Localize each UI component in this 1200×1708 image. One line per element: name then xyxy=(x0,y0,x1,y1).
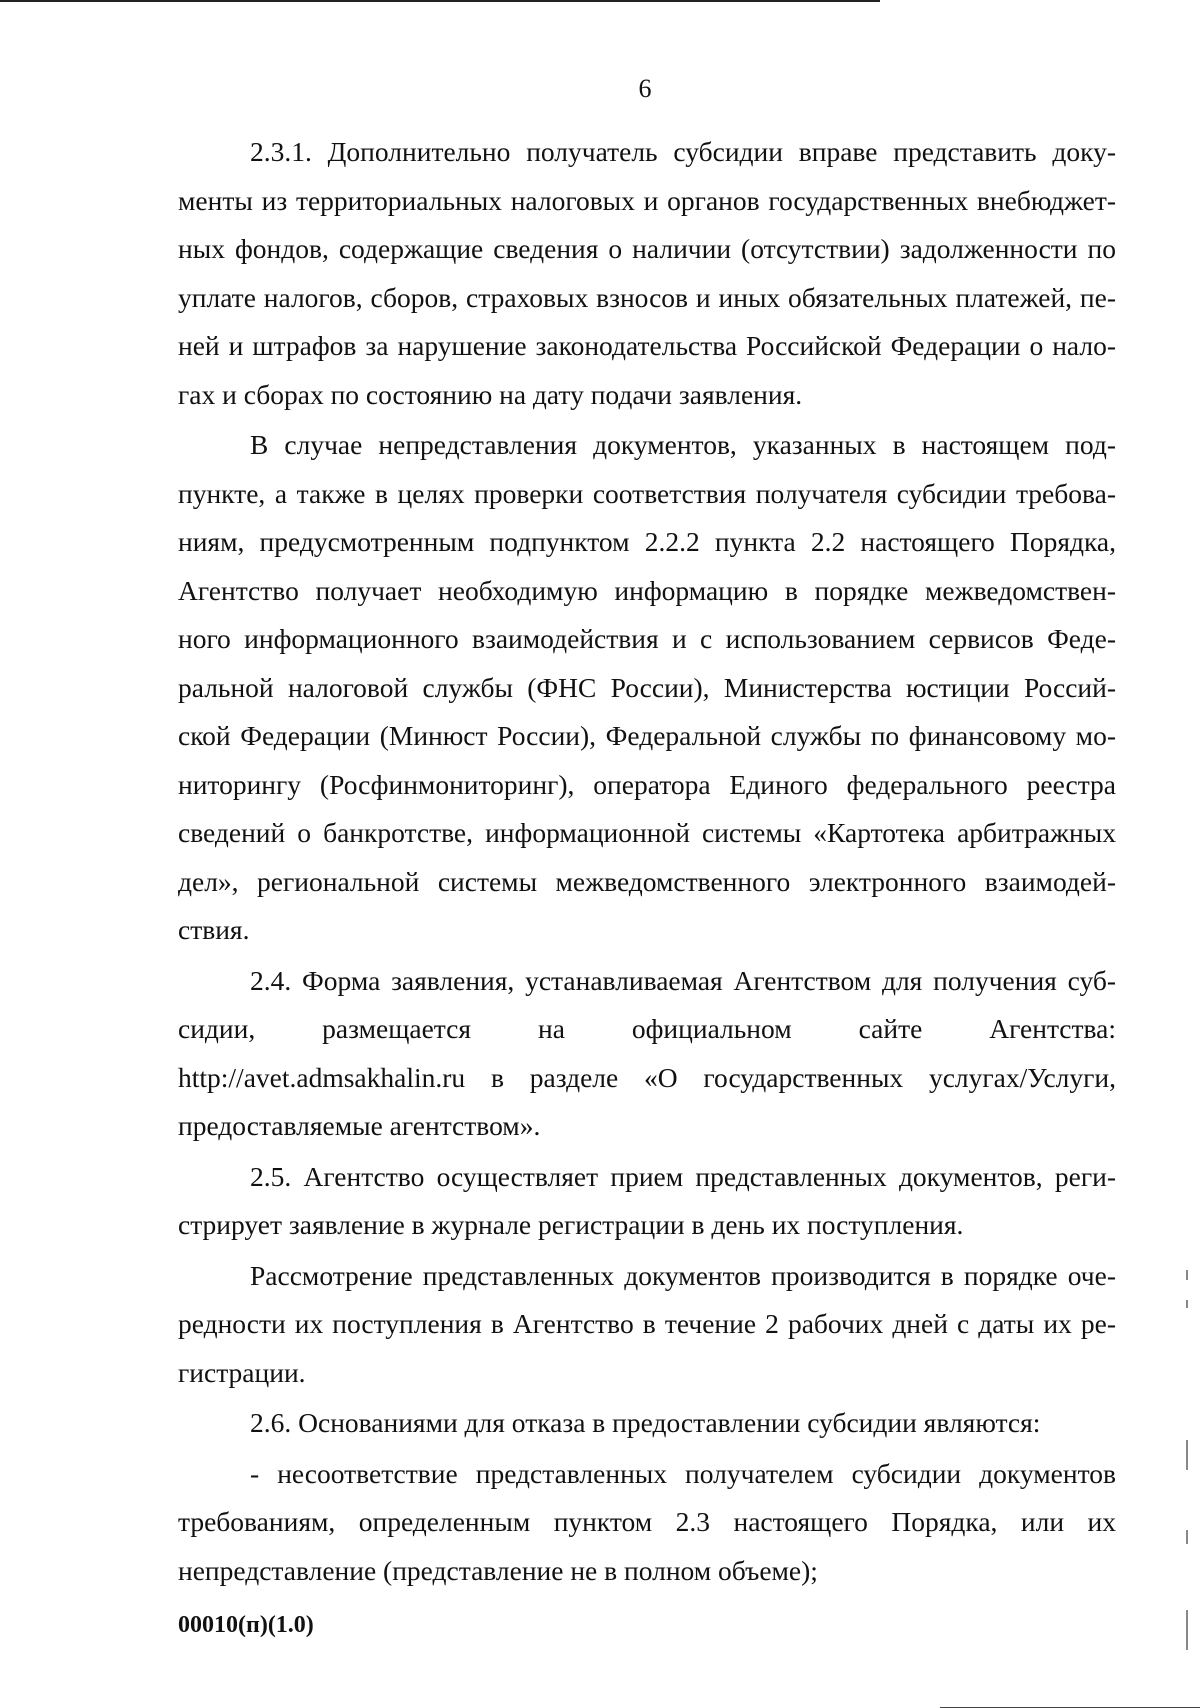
page-number: 6 xyxy=(638,74,652,103)
paragraph-line: 2.3.1. Дополнительно получатель субсидии вправе представить доку- xyxy=(250,136,1116,167)
paragraph-line: ного информационного взаимодействия и с использованием сервисов Феде- xyxy=(178,623,1116,654)
paragraph-line: требованиям, определенным пунктом 2.3 настоящего Порядка, или их xyxy=(178,1506,1116,1537)
paragraph-line: сведений о банкротстве, информационной системы «Картотека арбитражных xyxy=(178,817,1116,848)
paragraph xyxy=(178,1252,1116,1398)
scan-artifact xyxy=(1186,1270,1188,1280)
paragraph-line: ней и штрафов за нарушение законодательства Российской Федерации о нало- xyxy=(178,330,1116,361)
paragraph-line: Агентство получает необходимую информацию в порядке межведомствен- xyxy=(178,574,1116,606)
paragraph-line: ствия. xyxy=(178,914,250,945)
scan-artifact xyxy=(1186,1440,1188,1470)
scan-artifact xyxy=(1186,1530,1188,1544)
paragraph-line: непредставление (представление не в полном объеме); xyxy=(178,1554,818,1586)
paragraph-line: редности их поступления в Агентство в течение 2 рабочих дней с даты их ре- xyxy=(178,1308,1116,1339)
paragraph-line: http://avet.admsakhalin.ru в разделе «О государственных услугах/Услуги, xyxy=(178,1061,1116,1093)
paragraph-line: предоставляемые агентством». xyxy=(178,1110,541,1141)
paragraph-line: гах и сборах по состоянию на дату подачи заявления. xyxy=(178,378,803,410)
paragraph xyxy=(178,957,1116,1151)
document-body xyxy=(178,128,1116,1597)
paragraph xyxy=(178,1399,1116,1448)
paragraph-line: 2.5. Агентство осуществляет прием представленных документов, реги- xyxy=(250,1160,1116,1192)
paragraph-line: ниям, предусмотренным подпунктом 2.2.2 пункта 2.2 настоящего Порядка, xyxy=(178,526,1116,557)
paragraph-line: ных фондов, содержащие сведения о наличии (отсутствии) задолженности по xyxy=(178,233,1116,264)
paragraph-line: ской Федерации (Минюст России), Федеральной службы по финансовому мо- xyxy=(178,720,1116,751)
paragraph-line: 2.6. Основаниями для отказа в предоставлении субсидии являются: xyxy=(250,1407,1041,1438)
paragraph-line: стрирует заявление в журнале регистрации в день их поступления. xyxy=(178,1209,964,1240)
scan-artifact xyxy=(1186,1300,1188,1308)
paragraph-line: пункте, а также в целях проверки соответствия получателя субсидии требова- xyxy=(178,477,1116,509)
paragraph-line: 2.4. Форма заявления, устанавливаемая Агентством для получения суб- xyxy=(250,964,1116,996)
paragraph-line: Рассмотрение представленных документов производится в порядке оче- xyxy=(250,1259,1116,1291)
paragraph-line: менты из территориальных налоговых и органов государственных внебюджет- xyxy=(178,184,1116,216)
paragraph-line: уплате налогов, сборов, страховых взносов и иных обязательных платежей, пе- xyxy=(178,281,1116,313)
paragraph-line: В случае непредставления документов, указанных в настоящем под- xyxy=(250,429,1116,460)
paragraph xyxy=(178,1450,1116,1596)
paragraph-line: - несоответствие представленных получателем субсидии документов xyxy=(250,1457,1116,1489)
paragraph-line: ральной налоговой службы (ФНС России), Министерства юстиции Россий- xyxy=(178,671,1116,703)
paragraph xyxy=(178,1153,1116,1250)
scan-artifact xyxy=(1186,1610,1188,1650)
scan-edge-line xyxy=(0,0,880,2)
document-code: 00010(п)(1.0) xyxy=(178,1612,314,1638)
paragraph-line: дел», региональной системы межведомственного электронного взаимодей- xyxy=(178,865,1116,897)
paragraph-line: гистрации. xyxy=(178,1356,306,1388)
paragraph xyxy=(178,421,1116,955)
paragraph xyxy=(178,128,1116,419)
paragraph-line: сидии, размещается на официальном сайте Агентства: xyxy=(178,1013,1116,1044)
paragraph-line: ниторингу (Росфинмониторинг), оператора Единого федерального реестра xyxy=(178,768,1116,800)
